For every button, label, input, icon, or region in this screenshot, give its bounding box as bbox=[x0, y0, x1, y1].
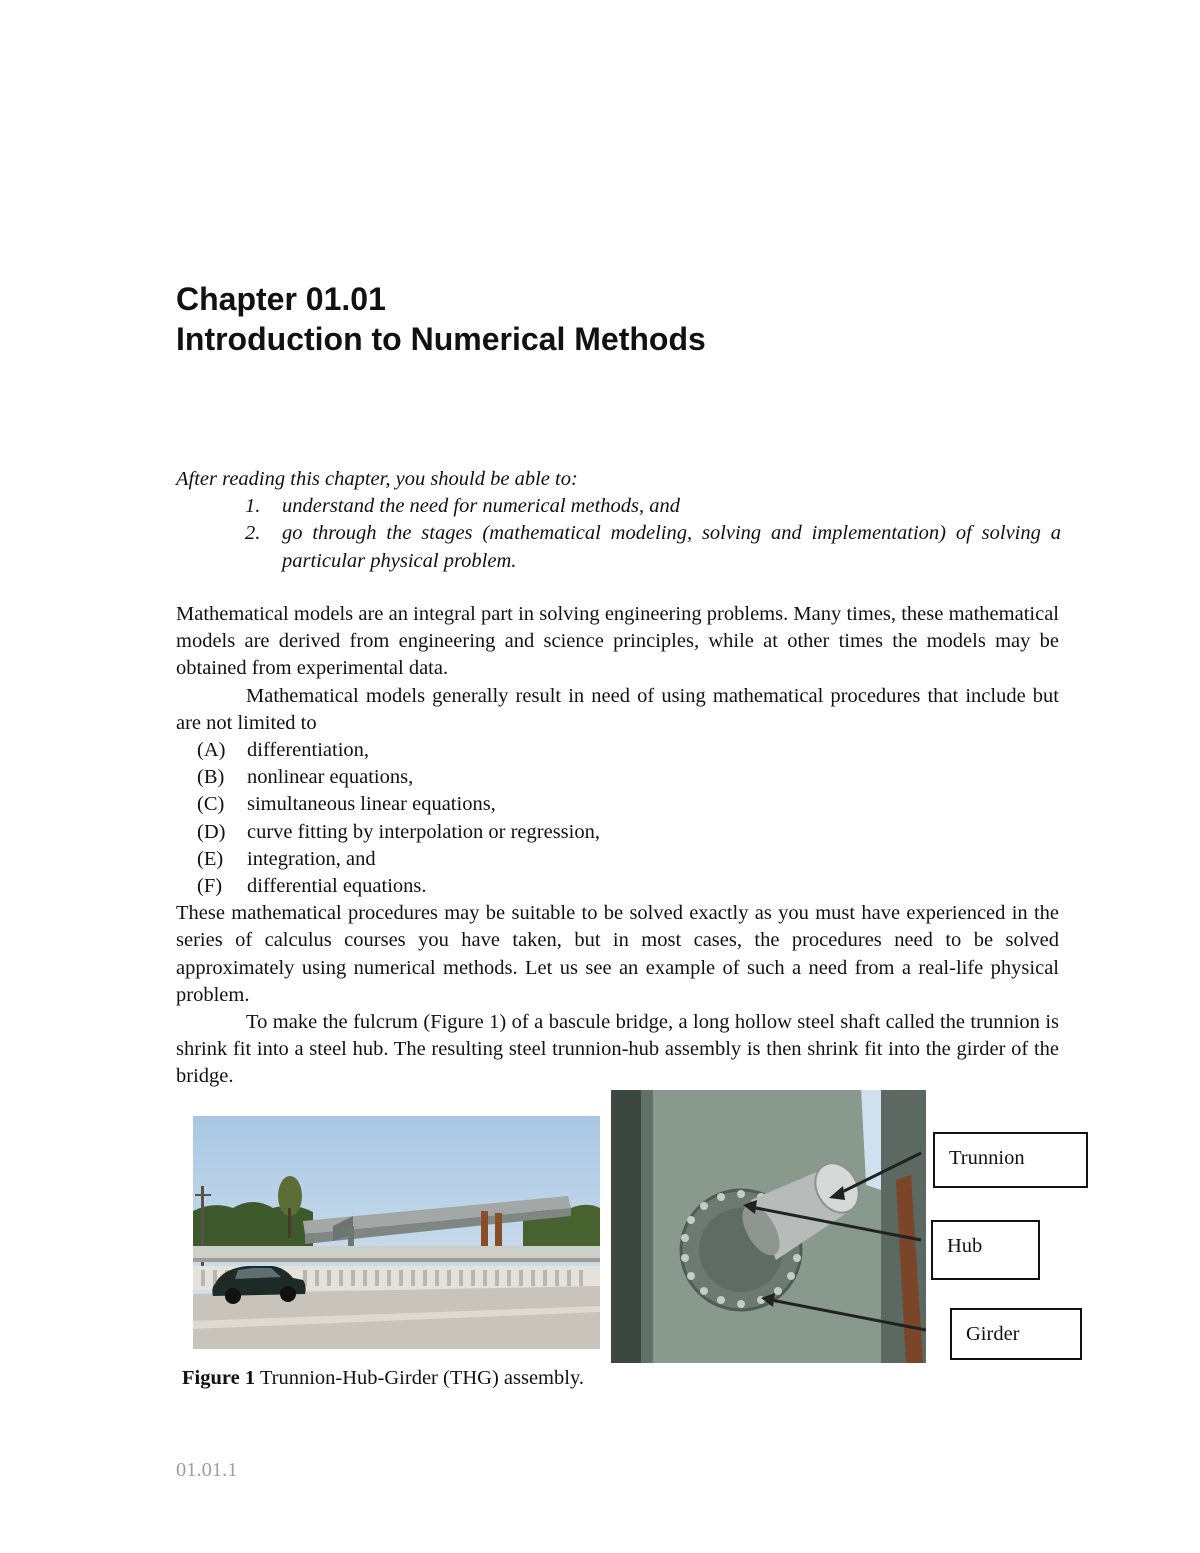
objective-item bbox=[176, 520, 1061, 574]
bridge-photo bbox=[193, 1116, 600, 1349]
page-number: 01.01.1 bbox=[176, 1459, 238, 1481]
list-item bbox=[176, 737, 1059, 764]
objectives-intro: After reading this chapter, you should be able to: bbox=[176, 468, 578, 490]
paragraph: Mathematical models are an integral part in solving engineering problems. Many times, these mathematical models are derived from engineering and science principles, while at other times the models may be obtained from experimental data. bbox=[176, 603, 1059, 680]
chapter-number: Chapter 01.01 bbox=[176, 281, 386, 317]
chapter-title: Introduction to Numerical Methods bbox=[176, 321, 706, 357]
list-item bbox=[176, 873, 1059, 900]
list-text: differentiation, bbox=[247, 739, 370, 762]
bridge-photo-image bbox=[193, 1116, 600, 1349]
hub-label-box bbox=[931, 1220, 1040, 1280]
list-letter: (A) bbox=[197, 739, 226, 762]
thg-assembly-photo bbox=[611, 1090, 926, 1363]
list-text: simultaneous linear equations, bbox=[247, 793, 496, 816]
list-letter: (E) bbox=[197, 847, 224, 870]
objective-number: 1. bbox=[245, 495, 261, 518]
figure-caption-label: Figure 1 bbox=[182, 1367, 256, 1389]
paragraph: To make the fulcrum (Figure 1) of a bascule bridge, a long hollow steel shaft called the trunnion is shrink fit into a steel hub. The resulting steel trunnion-hub assembly is then shrink fit into the girder of the bridge. bbox=[176, 1011, 1059, 1088]
list-text: differential equations. bbox=[247, 875, 427, 898]
list-item bbox=[176, 764, 1059, 791]
thg-assembly-image bbox=[611, 1090, 926, 1363]
figure-caption bbox=[182, 1367, 584, 1390]
list-item bbox=[176, 819, 1059, 846]
trunnion-label: Trunnion bbox=[949, 1147, 1025, 1169]
list-text: integration, and bbox=[247, 847, 376, 870]
objective-text: understand the need for numerical methods, and bbox=[282, 495, 680, 518]
objective-text: go through the stages (mathematical modeling, solving and implementation) of solving a particular physical problem. bbox=[282, 522, 1061, 572]
objective-number: 2. bbox=[245, 522, 261, 545]
list-letter: (C) bbox=[197, 793, 225, 816]
list-text: nonlinear equations, bbox=[247, 766, 414, 789]
paragraph: These mathematical procedures may be suitable to be solved exactly as you must have experienced in the series of calculus courses you have taken, but in most cases, the procedures need to be solved approximately using numerical methods. Let us see an example of such a need from a real-life physical problem. bbox=[176, 902, 1059, 1006]
list-item bbox=[176, 791, 1059, 818]
list-letter: (B) bbox=[197, 766, 225, 789]
procedures-list bbox=[176, 737, 1059, 900]
girder-label: Girder bbox=[966, 1323, 1020, 1345]
paragraph: Mathematical models generally result in need of using mathematical procedures that include but are not limited to bbox=[176, 684, 1059, 734]
girder-label-box bbox=[950, 1308, 1082, 1360]
list-text: curve fitting by interpolation or regression, bbox=[247, 820, 600, 843]
hub-label: Hub bbox=[947, 1235, 983, 1257]
list-item bbox=[176, 846, 1059, 873]
trunnion-label-box bbox=[933, 1132, 1088, 1188]
figure-caption-text: Trunnion-Hub-Girder (THG) assembly. bbox=[255, 1367, 584, 1389]
learning-objectives bbox=[176, 466, 1061, 575]
list-letter: (F) bbox=[197, 875, 223, 898]
list-letter: (D) bbox=[197, 820, 226, 843]
body-text bbox=[176, 601, 1059, 1091]
objective-item bbox=[176, 493, 1061, 520]
